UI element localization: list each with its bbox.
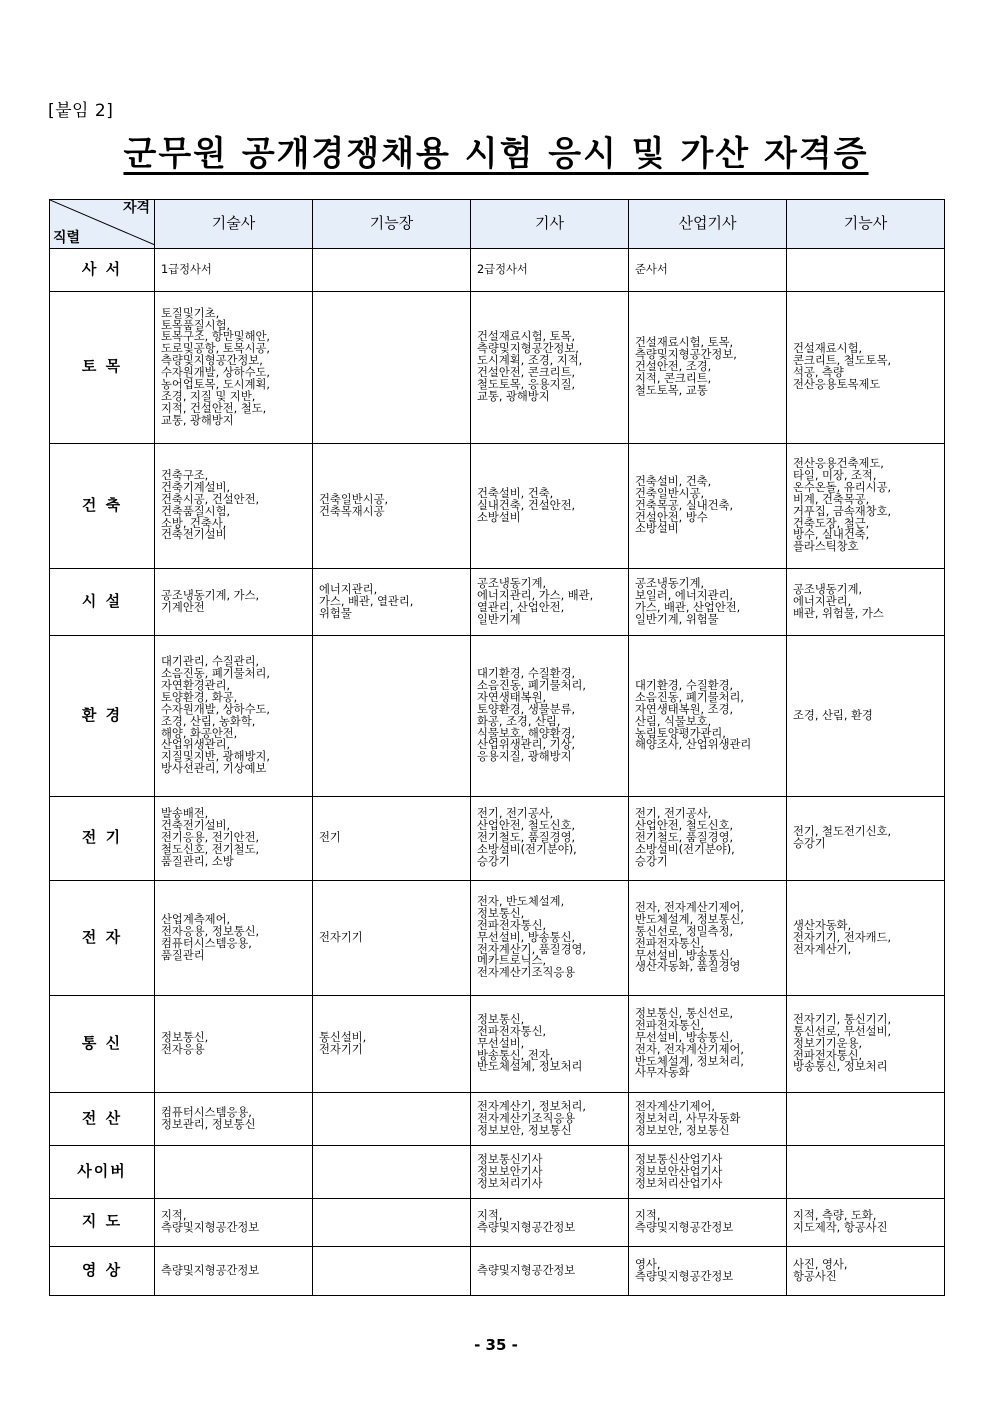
job-label: 전 기	[50, 796, 155, 880]
certificate-table	[49, 199, 945, 1296]
table-cell: 전자기기	[313, 880, 471, 995]
table-cell: 통신설비, 전자기기	[313, 995, 471, 1092]
table-cell: 지적, 측량, 도화, 지도제작, 항공사진	[787, 1198, 945, 1246]
table-cell: 조경, 산림, 환경	[787, 635, 945, 796]
table-cell: 지적, 측량및지형공간정보	[471, 1198, 629, 1246]
table-cell: 측량및지형공간정보	[155, 1246, 313, 1295]
table-cell: 건축설비, 건축, 실내건축, 건설안전, 소방설비	[471, 443, 629, 568]
table-cell: 건축설비, 건축, 건축일반시공, 건축목공, 실내건축, 건설안전, 방수 소방설비	[629, 443, 787, 568]
corner-label-job: 직렬	[53, 229, 81, 246]
job-label: 전 자	[50, 880, 155, 995]
table-cell	[313, 1145, 471, 1198]
table-cell: 영사, 측량및지형공간정보	[629, 1246, 787, 1295]
job-label: 환 경	[50, 635, 155, 796]
page-title	[0, 126, 992, 175]
table-cell: 1급정사서	[155, 248, 313, 291]
table-row	[50, 1198, 945, 1246]
table-row	[50, 635, 945, 796]
table-cell: 정보통신, 전자응용	[155, 995, 313, 1092]
table-cell: 컴퓨터시스템응용, 정보관리, 정보통신	[155, 1092, 313, 1145]
table-cell	[313, 635, 471, 796]
col-header: 산업기사	[629, 200, 787, 249]
table-cell: 전자계산기제어, 정보처리, 사무자동화 정보보안, 정보통신	[629, 1092, 787, 1145]
table-cell: 건축구조, 건축기계설비, 건축시공, 건설안전, 건축품질시험, 소방, 건축사, 건축전기설비	[155, 443, 313, 568]
table-cell: 대기환경, 수질환경, 소음진동, 폐기물처리, 자연생태복원, 토양환경, 생물분류, 화공, 조경, 산림, 식물보호, 해양환경, 산업위생관리, 기상, 응용지질, 광해방지	[471, 635, 629, 796]
page-title-text: 군무원 공개경쟁채용 시험 응시 및 가산 자격증	[123, 134, 869, 174]
table-corner-cell	[50, 200, 155, 249]
table-cell: 사진, 영사, 항공사진	[787, 1246, 945, 1295]
table-row	[50, 1246, 945, 1295]
job-label: 토 목	[50, 291, 155, 443]
table-cell: 건설재료시험, 토목, 측량및지형공간정보, 건설안전, 조경, 지적, 콘크리트, 철도토목, 교통	[629, 291, 787, 443]
page-number: - 35 -	[474, 1336, 518, 1354]
table-cell: 지적, 측량및지형공간정보	[155, 1198, 313, 1246]
header-row	[50, 200, 945, 249]
table-cell: 전기	[313, 796, 471, 880]
table-cell: 산업계측제어, 전자응용, 정보통신, 컴퓨터시스템응용, 품질관리	[155, 880, 313, 995]
table-cell: 전기, 전기공사, 산업안전, 철도신호, 전기철도, 품질경영, 소방설비(전기분야), 승강기	[629, 796, 787, 880]
table-cell: 전자계산기, 정보처리, 전자계산기조직응용 정보보안, 정보통신	[471, 1092, 629, 1145]
table-cell	[313, 248, 471, 291]
table-cell: 생산자동화, 전자기기, 전자캐드, 전자계산기,	[787, 880, 945, 995]
job-label: 건 축	[50, 443, 155, 568]
table-cell: 공조냉동기계, 에너지관리, 배관, 위험물, 가스	[787, 568, 945, 635]
job-label: 사 서	[50, 248, 155, 291]
col-header: 기사	[471, 200, 629, 249]
table-cell: 전자, 반도체설계, 정보통신, 전파전자통신, 무선설비, 방송통신, 전자계산기, 품질경영, 메카트로닉스, 전자계산기조직응용	[471, 880, 629, 995]
job-label: 시 설	[50, 568, 155, 635]
table-cell: 전기, 철도전기신호, 승강기	[787, 796, 945, 880]
table-cell: 전기, 전기공사, 산업안전, 철도신호, 전기철도, 품질경영, 소방설비(전기분야), 승강기	[471, 796, 629, 880]
table-cell: 대기환경, 수질환경, 소음진동, 폐기물처리, 자연생태복원, 조경, 산림, 식물보호, 농림토양평가관리, 해양조사, 산업위생관리	[629, 635, 787, 796]
table-cell	[313, 291, 471, 443]
table-cell: 정보통신기사 정보보안기사 정보처리기사	[471, 1145, 629, 1198]
table-row	[50, 248, 945, 291]
table-cell: 토질및기초, 토목품질시험, 토목구조, 항만및해안, 도로및공항, 토목시공, 측량및지형공간정보, 수자원개발, 상하수도, 농어업토목, 도시계획, 조경, 지질 및 지반, 지적, 건설안전, 철도, 교통, 광해방지	[155, 291, 313, 443]
table-cell: 정보통신산업기사 정보보안산업기사 정보처리산업기사	[629, 1145, 787, 1198]
job-label: 통 신	[50, 995, 155, 1092]
table-row	[50, 568, 945, 635]
table-row	[50, 291, 945, 443]
table-cell: 지적, 측량및지형공간정보	[629, 1198, 787, 1246]
job-label: 영 상	[50, 1246, 155, 1295]
table-cell	[313, 1092, 471, 1145]
table-cell: 건설재료시험, 토목, 측량및지형공간정보, 도시계획, 조경, 지적, 건설안전, 콘크리트, 철도토목, 응용지질, 교통, 광해방지	[471, 291, 629, 443]
attachment-label: [붙임 2]	[48, 101, 114, 121]
table-cell: 전자, 전자계산기제어, 반도체설계, 정보통신, 통신선로, 정밀측정, 전파전자통신, 무선설비, 방송통신, 생산자동화, 품질경영	[629, 880, 787, 995]
table-row	[50, 796, 945, 880]
table-cell: 발송배전, 건축전기설비, 전기응용, 전기안전, 철도신호, 전기철도, 품질관리, 소방	[155, 796, 313, 880]
table-cell: 에너지관리, 가스, 배관, 열관리, 위험물	[313, 568, 471, 635]
table-cell	[155, 1145, 313, 1198]
col-header: 기술사	[155, 200, 313, 249]
table-row	[50, 995, 945, 1092]
table-cell: 정보통신, 전파전자통신, 무선설비, 방송통신, 전자, 반도체설계, 정보처리	[471, 995, 629, 1092]
table-cell: 전산응용건축제도, 타일, 미장, 조적, 온수온돌, 유리시공, 비계, 건축목공, 거푸집, 금속재창호, 건축도장, 철근, 방수, 실내건축, 플라스틱창호	[787, 443, 945, 568]
table-cell: 대기관리, 수질관리, 소음진동, 폐기물처리, 자연환경관리, 토양환경, 화공, 수자원개발, 상하수도, 조경, 산림, 농화학, 해양, 화공안전, 산업위생관리, 지질및지반, 광해방지, 방사선관리, 기상예보	[155, 635, 313, 796]
table-cell	[787, 1145, 945, 1198]
table-cell: 공조냉동기계, 에너지관리, 가스, 배관, 열관리, 산업안전, 일반기계	[471, 568, 629, 635]
job-label: 전 산	[50, 1092, 155, 1145]
table-row	[50, 880, 945, 995]
col-header: 기능사	[787, 200, 945, 249]
table-cell: 공조냉동기계, 가스, 기계안전	[155, 568, 313, 635]
col-header: 기능장	[313, 200, 471, 249]
table-cell: 공조냉동기계, 보일러, 에너지관리, 가스, 배관, 산업안전, 일반기계, 위험물	[629, 568, 787, 635]
job-label: 사이버	[50, 1145, 155, 1198]
job-label: 지 도	[50, 1198, 155, 1246]
table-cell	[787, 248, 945, 291]
table-cell: 전자기기, 통신기기, 통신선로, 무선설비, 정보기기운용, 전파전자통신, 방송통신, 정보처리	[787, 995, 945, 1092]
table-cell: 건축일반시공, 건축목재시공	[313, 443, 471, 568]
table-cell	[787, 1092, 945, 1145]
table-cell	[313, 1246, 471, 1295]
table-cell: 건설재료시험, 콘크리트, 철도토목, 석공, 측량 전산응용토목제도	[787, 291, 945, 443]
table-row	[50, 1145, 945, 1198]
corner-label-qualification: 자격	[122, 200, 150, 216]
table-row	[50, 1092, 945, 1145]
table-cell	[313, 1198, 471, 1246]
table-cell: 정보통신, 통신선로, 전파전자통신, 무선설비, 방송통신, 전자, 전자계산기제어, 반도체설계, 정보처리, 사무자동화	[629, 995, 787, 1092]
table-cell: 측량및지형공간정보	[471, 1246, 629, 1295]
table-cell: 2급정사서	[471, 248, 629, 291]
table-cell: 준사서	[629, 248, 787, 291]
table-row	[50, 443, 945, 568]
